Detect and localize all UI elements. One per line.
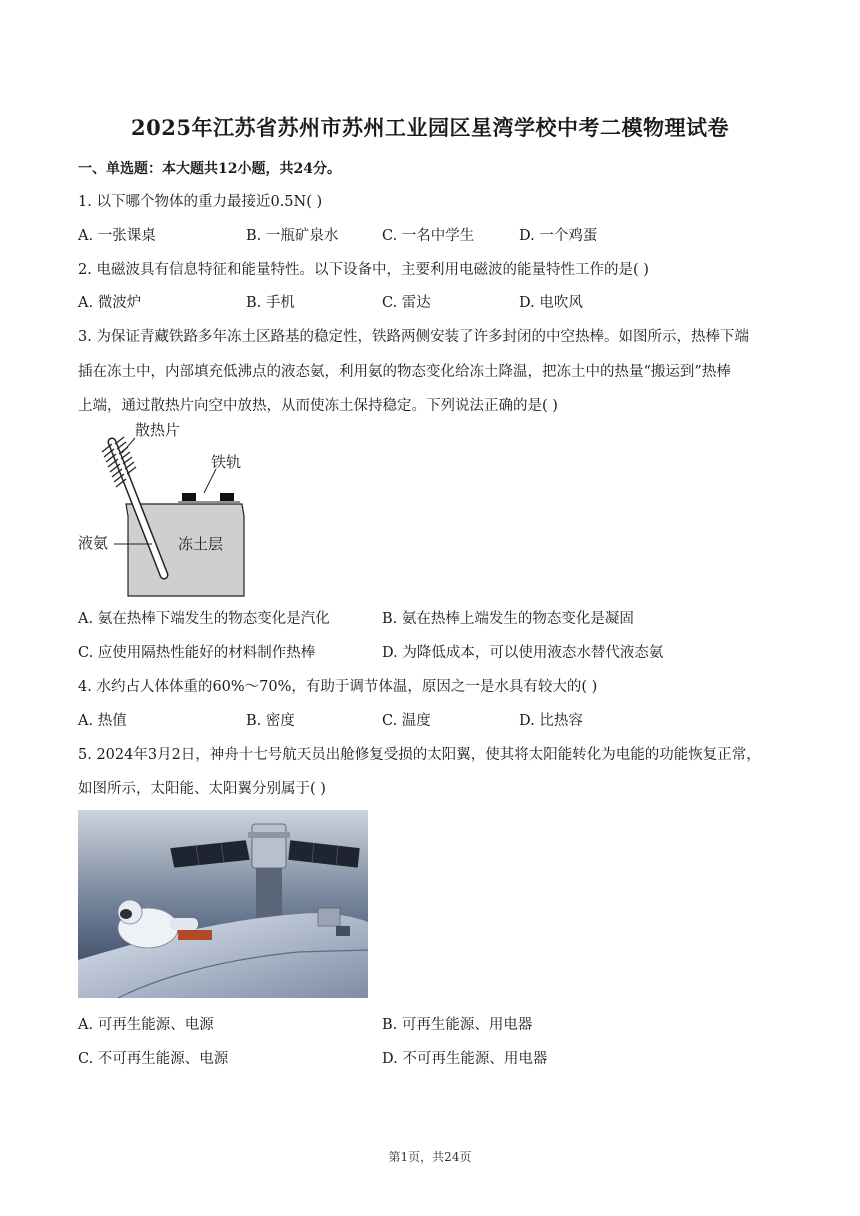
question-1-option-b: B. 一瓶矿泉水 [246, 228, 339, 244]
question-3-option-d: D. 为降低成本，可以使用液态水替代液态氨 [382, 645, 664, 661]
question-5-option-a: A. 可再生能源、电源 [78, 1017, 214, 1033]
heat-pipe-diagram [78, 420, 250, 598]
fin-leader [122, 438, 135, 453]
question-3-stem-line-3: 上端，通过散热片向空中放热，从而使冻土保持稳定。下列说法正确的是( ) [78, 398, 558, 414]
question-1-option-a: A. 一张课桌 [78, 228, 156, 244]
rail-left [182, 493, 196, 501]
rail-label: 铁轨 [211, 454, 242, 471]
fin-label: 散热片 [135, 422, 181, 439]
question-4-option-a: A. 热值 [78, 713, 127, 729]
question-5-option-d: D. 不可再生能源、用电器 [382, 1051, 548, 1067]
question-2-stem: 2. 电磁波具有信息特征和能量特性。以下设备中，主要利用电磁波的能量特性工作的是( ) [78, 262, 649, 278]
question-3-stem-line-1: 3. 为保证青藏铁路多年冻土区路基的稳定性，铁路两侧安装了许多封闭的中空热棒。如图所示，热棒下端 [78, 329, 749, 345]
question-4-stem: 4. 水约占人体体重的60%～70%，有助于调节体温，原因之一是水具有较大的( ) [78, 679, 598, 695]
question-5-option-c: C. 不可再生能源、电源 [78, 1051, 229, 1067]
question-1-stem: 1. 以下哪个物体的重力最接近0.5N( ) [78, 194, 323, 210]
question-1-option-d: D. 一个鸡蛋 [519, 228, 598, 244]
section-heading: 一、单选题：本大题共12小题，共24分。 [78, 161, 341, 177]
exam-title: 2025年江苏省苏州市苏州工业园区星湾学校中考二模物理试卷 [131, 115, 729, 140]
question-3-stem-line-2: 插在冻土中，内部填充低沸点的液态氨，利用氨的物态变化给冻土降温，把冻土中的热量“搬运到”热棒 [78, 364, 731, 380]
astronaut-photo [78, 810, 368, 998]
soil-label: 冻土层 [178, 536, 224, 553]
question-5-stem-line-1: 5. 2024年3月2日，神舟十七号航天员出舱修复受损的太阳翼，使其将太阳能转化为电能的功能恢复正常， [78, 747, 761, 763]
question-5-stem-line-2: 如图所示，太阳能、太阳翼分别属于( ) [78, 781, 326, 797]
page-footer: 第1页，共24页 [388, 1150, 472, 1164]
question-4-option-d: D. 比热容 [519, 713, 583, 729]
question-2-option-b: B. 手机 [246, 295, 295, 311]
question-2-option-a: A. 微波炉 [78, 295, 142, 311]
question-4-option-b: B. 密度 [246, 713, 295, 729]
question-3-option-b: B. 氨在热棒上端发生的物态变化是凝固 [382, 611, 634, 627]
question-3-option-a: A. 氨在热棒下端发生的物态变化是汽化 [78, 611, 330, 627]
question-1-option-c: C. 一名中学生 [382, 228, 475, 244]
ammonia-label: 液氨 [78, 535, 109, 552]
rail-right [220, 493, 234, 501]
question-5-option-b: B. 可再生能源、用电器 [382, 1017, 533, 1033]
question-2-option-d: D. 电吹风 [519, 295, 583, 311]
question-2-option-c: C. 雷达 [382, 295, 431, 311]
question-3-option-c: C. 应使用隔热性能好的材料制作热棒 [78, 645, 316, 661]
question-4-option-c: C. 温度 [382, 713, 431, 729]
rail-leader [204, 469, 216, 493]
